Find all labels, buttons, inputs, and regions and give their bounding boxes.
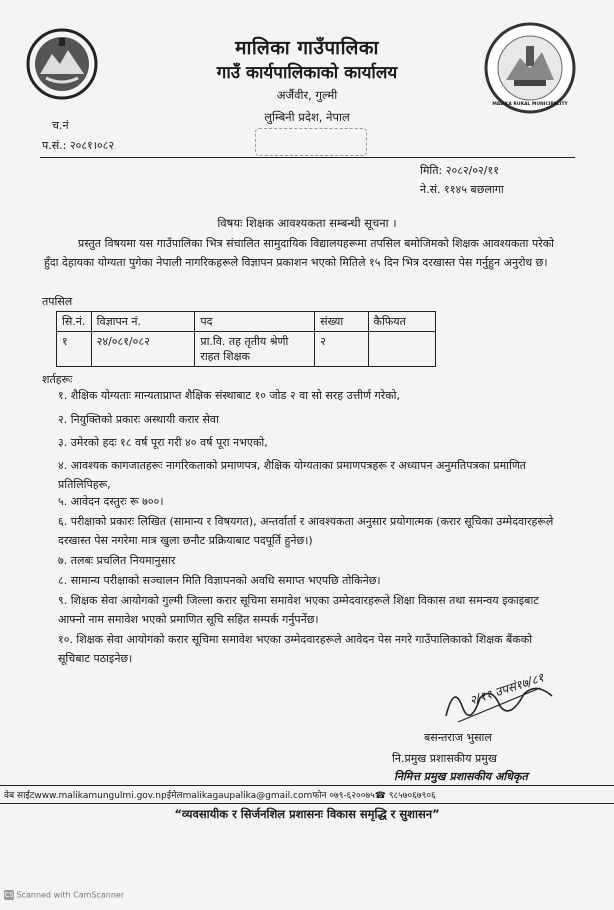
faint-stamp xyxy=(255,128,367,156)
footer-slogan: “व्यवसायीक र सिर्जनशिल प्रशासनः विकास समृद्धि र सुशासन” xyxy=(174,807,440,821)
signatory-name: बसन्तराज भुसाल xyxy=(424,731,492,744)
conditions-label: शर्तहरूः xyxy=(42,373,73,386)
table-cell xyxy=(368,332,436,367)
condition-item: ४. आवश्यक कागजातहरूः नागरिकताको प्रमाणपत्र, शैक्षिक योग्यताका प्रमाणपत्रहरू र अध्यापन अनुमतिपत्रका प्रमाणित प्रतिलिपिहरू, xyxy=(58,459,527,491)
signatory-title: नि.प्रमुख प्रशासकीय प्रमुख xyxy=(392,752,497,765)
signature-scribble-text: २/११ उपसं१७/८१ xyxy=(467,670,546,708)
signatory-stamp: निमित्त प्रमुख प्रशासकीय अधिकृत xyxy=(394,770,528,783)
condition-item: ९. शिक्षक सेवा आयोगको गुल्मी जिल्ला करार सूचिमा समावेश भएका उम्मेदवारहरूले शिक्षा विकास तथा समन्वय इकाइबाट आफ्नो नाम समावेश भएको प्रमाणित सूचि सहित सम्पर्क गर्नुपर्नेछ। xyxy=(58,594,539,626)
footer-contact: वेब साईटwww.malikamungulmi.gov.npईमेलmalikagaupalika@gmail.comफोन ०७९-६२००७५☎ ९८५७०६७९०६ xyxy=(4,791,436,801)
header-divider xyxy=(40,157,575,158)
pa-sa-label: प.सं.: २०८१।०८२ xyxy=(42,139,115,152)
condition-item: १. शैक्षिक योग्यताः मान्यताप्राप्त शैक्षिक संस्थाबाट १० जोड २ वा सो सरह उत्तीर्ण गरेको, xyxy=(58,389,401,402)
camscanner-watermark xyxy=(4,890,124,900)
footer-divider-top xyxy=(0,785,614,786)
table-cell: २ xyxy=(315,332,368,367)
table-header-cell: सि.नं. xyxy=(57,312,92,332)
nepal-sambat-date: ने.सं. ११४५ बछलागा xyxy=(420,183,504,196)
condition-item: २. नियुक्तिको प्रकारः अस्थायी करार सेवा xyxy=(58,413,219,426)
office-subtitle: गाउँ कार्यपालिकाको कार्यालय xyxy=(216,63,398,83)
table-cell: १ xyxy=(57,332,92,367)
signature-scribble xyxy=(440,670,560,726)
miti-date: मिति: २०८२/०२/११ xyxy=(420,164,499,177)
vacancy-table xyxy=(56,311,436,367)
table-cell: प्रा.वि. तह तृतीय श्रेणी राहत शिक्षक xyxy=(195,332,315,367)
condition-item: १०. शिक्षक सेवा आयोगको करार सूचिमा समावेश भएका उम्मेदवारहरूले आवेदन पेस नगरे गाउँपालिकाको शिक्षक बैंकको सूचिबाट पठाइनेछ। xyxy=(58,633,533,665)
seal-text: MALIKA RURAL MUNICIPALITY xyxy=(492,102,568,107)
table-header-cell: संख्या xyxy=(315,312,368,332)
condition-item: ३. उमेरको हदः १८ वर्ष पूरा गरी ४० वर्ष पूरा नभएको, xyxy=(58,436,268,449)
camscanner-text: Scanned with CamScanner xyxy=(16,890,125,900)
office-province: लुम्बिनी प्रदेश, नेपाल xyxy=(264,110,350,124)
office-district: अर्जैवीर, गुल्मी xyxy=(276,88,338,102)
tapasil-label: तपसिल xyxy=(42,295,73,308)
camscanner-icon: CS xyxy=(4,891,14,899)
table-header-cell: कैफियत xyxy=(368,312,436,332)
table-header-row xyxy=(57,312,436,332)
ch-no-label: च.नं xyxy=(52,119,69,132)
table-header-cell: पद xyxy=(195,312,315,332)
office-title: मालिका गाउँपालिका xyxy=(235,37,379,59)
condition-item: ६. परीक्षाको प्रकारः लिखित (सामान्य र विषयगत), अन्तर्वार्ता र आवश्यकता अनुसार प्रयोगात्मक (करार सूचिका उम्मेदवारहरूले दरखास्त पेस नगरेमा मात्र खुला छनौट प्रक्रियाबाट पदपूर्ति हुनेछ।) xyxy=(58,515,554,547)
table-header-cell: विज्ञापन नं. xyxy=(91,312,195,332)
condition-item: ८. सामान्य परीक्षाको सञ्चालन मिति विज्ञापनको अवधि समाप्त भएपछि तोकिनेछ। xyxy=(58,574,381,587)
condition-item: ७. तलबः प्रचलित नियमानुसार xyxy=(58,554,176,567)
body-paragraph: प्रस्तुत विषयमा यस गाउँपालिका भित्र संचालित सामुदायिक विद्यालयहरूमा तपसिल बमोजिमको शिक्षक आवश्यकता परेको हुँदा देहायका योग्यता पुगेका नेपाली नागरिकहरूले विज्ञापन प्रकाशन भएको मितिले १५ दिन भित्र दरखास्त पेस गर्नुहुन अनुरोध छ। xyxy=(44,237,554,269)
table-row xyxy=(57,332,436,367)
subject-line: विषयः शिक्षक आवश्यकता सम्बन्धी सूचना । xyxy=(217,216,397,230)
condition-item: ५. आवेदन दस्तुरः रू ७००। xyxy=(58,495,164,508)
table-cell: २४/०८१/०८२ xyxy=(91,332,195,367)
footer-divider-bottom xyxy=(0,803,614,804)
